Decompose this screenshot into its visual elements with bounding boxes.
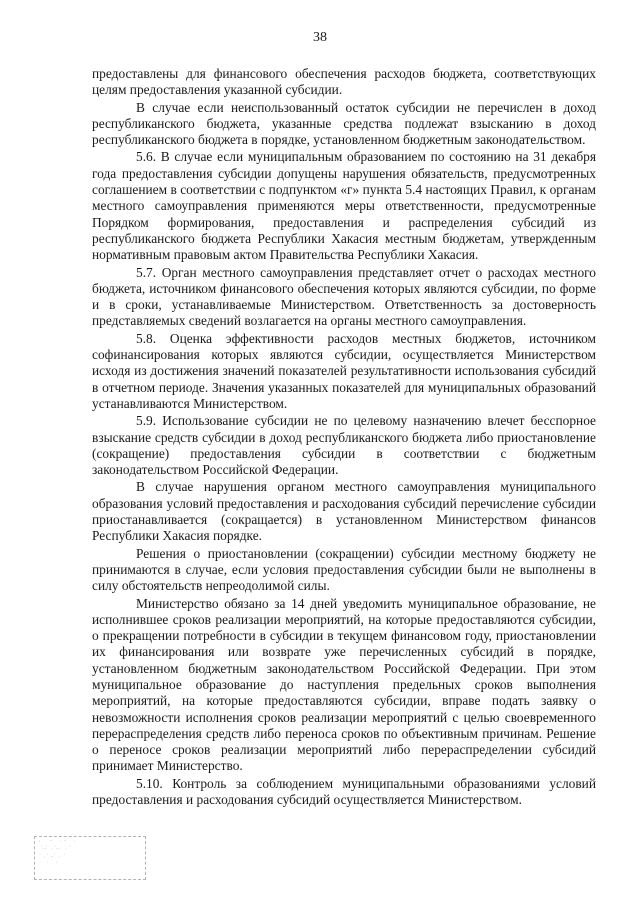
stamp-line: ˌˈˋˌ ˈˌˋˈ ˌˈ (39, 849, 69, 855)
paragraph: Министерство обязано за 14 дней уведомить муниципальное образование, не исполнившее сроков реализации мероприятий, на которые предоставляются субсидии, о прекращении потребности в субсидии в текущем финансовом году, приостановлении их финансирования или возврате уже перечисленных субсидий в порядке, установленном бюджетным законодательством Российской Федерации. При этом муниципальное образование до наступления предельных сроков выполнения мероприятий, на которые предоставляются субсидии, вправе подать заявку о невозможности исполнения сроков реализации мероприятий с целью своевременного перераспределения средств либо переноса сроков по объективным причинам. Решение о переносе сроков реализации мероприятий либо перераспределении субсидий принимает Министерство. (92, 595, 596, 774)
paragraph-5-8: 5.8. Оценка эффективности расходов местных бюджетов, источником софинансирования которых являются субсидии, осуществляется Министерством исходя из достижения значений показателей результативности использования субсидий в отчетном периоде. Значения указанных показателей для муниципальных образований устанавливаются Министерством. (92, 330, 596, 411)
paragraph: Решения о приостановлении (сокращении) субсидии местному бюджету не принимаются в случае, если условия предоставления субсидии были не выполнены в силу обстоятельств непреодолимой силы. (92, 545, 596, 594)
stamp-line: ˌ ˈˌ ˋ ˌˈ (39, 857, 61, 863)
paragraph-5-9: 5.9. Использование субсидии не по целевому назначению влечет бесспорное взыскание средств субсидии в доход республиканского бюджета либо приостановление (сокращение) предоставления субсидии в соответствии с бюджетным законодательством Российской Федерации. (92, 413, 596, 478)
faint-stamp (34, 836, 146, 880)
paragraph: предоставлены для финансового обеспечения расходов бюджета, соответствующих целям предоставления указанной субсидии. (92, 66, 596, 98)
paragraph-5-10: 5.10. Контроль за соблюдением муниципальными образованиями условий предоставления и расходования субсидий осуществляется Министерством. (92, 775, 596, 808)
stamp-line: ʼˌ ˌ ˋ ˌ ˈ ˋ ˌ ˈ (39, 841, 76, 847)
paragraph: В случае нарушения органом местного самоуправления муниципального образования условий предоставления и расходования субсидий перечисление субсидии приостанавливается (сокращается) в установленном Министерством финансов Республики Хакасия порядке. (92, 479, 596, 544)
paragraph-5-6: 5.6. В случае если муниципальным образованием по состоянию на 31 декабря года предоставления субсидии допущены нарушения обязательств, предусмотренных соглашением в соответствии с подпунктом «г» пункта 5.4 настоящих Правил, к органам местного самоуправления применяются меры ответственности, предусмотренные Порядком формирования, предоставления и распределения субсидий из республиканского бюджета Республики Хакасия местным бюджетам, утвержденным нормативным правовым актом Правительства Республики Хакасия. (92, 149, 596, 263)
paragraph: В случае если неиспользованный остаток субсидии не перечислен в доход республиканского бюджета, указанные средства подлежат взысканию в доход республиканского бюджета в порядке, установленном бюджетным законодательством. (92, 99, 596, 148)
page-number: 38 (313, 30, 327, 45)
paragraph-5-7: 5.7. Орган местного самоуправления представляет отчет о расходах местного бюджета, источником финансового обеспечения которых являются субсидии, по форме и в сроки, устанавливаемые Министерством. Ответственность за достоверность представляемых сведений возлагается на органы местного самоуправления. (92, 264, 596, 329)
document-body (92, 66, 596, 809)
